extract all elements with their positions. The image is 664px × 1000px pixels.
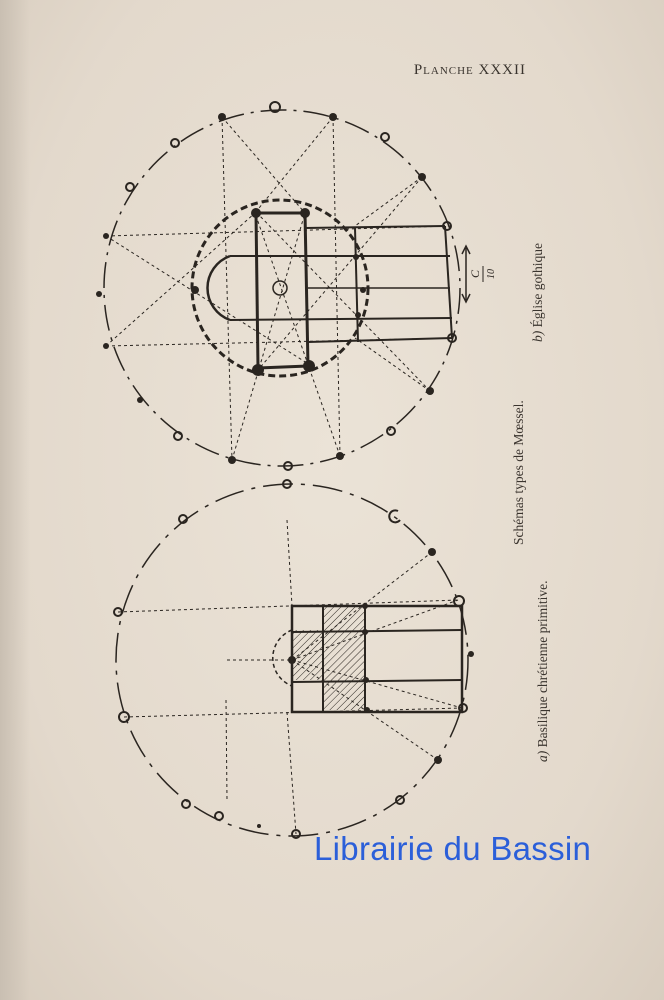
diagram-basilica — [114, 480, 474, 838]
caption-b-text: Église gothique — [530, 243, 545, 328]
caption-a-text: Basilique chrétienne primitive. — [535, 580, 550, 748]
plan-corner-rings-a — [454, 596, 467, 712]
diagram-gothic-church — [96, 102, 497, 470]
scale-indicator — [462, 246, 497, 302]
plan-basilica-hatch — [292, 606, 365, 710]
watermark-text: Librairie du Bassin — [314, 830, 592, 867]
caption-a-letter: a) — [535, 750, 550, 762]
plate-title: Planche XXXII — [413, 62, 526, 78]
perimeter-rings-b — [126, 102, 395, 470]
plan-gothic — [207, 213, 452, 368]
caption-main-text: Schémas types de Mœssel. — [511, 400, 526, 545]
scale-numerator: C — [468, 269, 482, 279]
caption-b-letter: b) — [530, 330, 545, 342]
scale-denominator: 10 — [486, 269, 497, 279]
